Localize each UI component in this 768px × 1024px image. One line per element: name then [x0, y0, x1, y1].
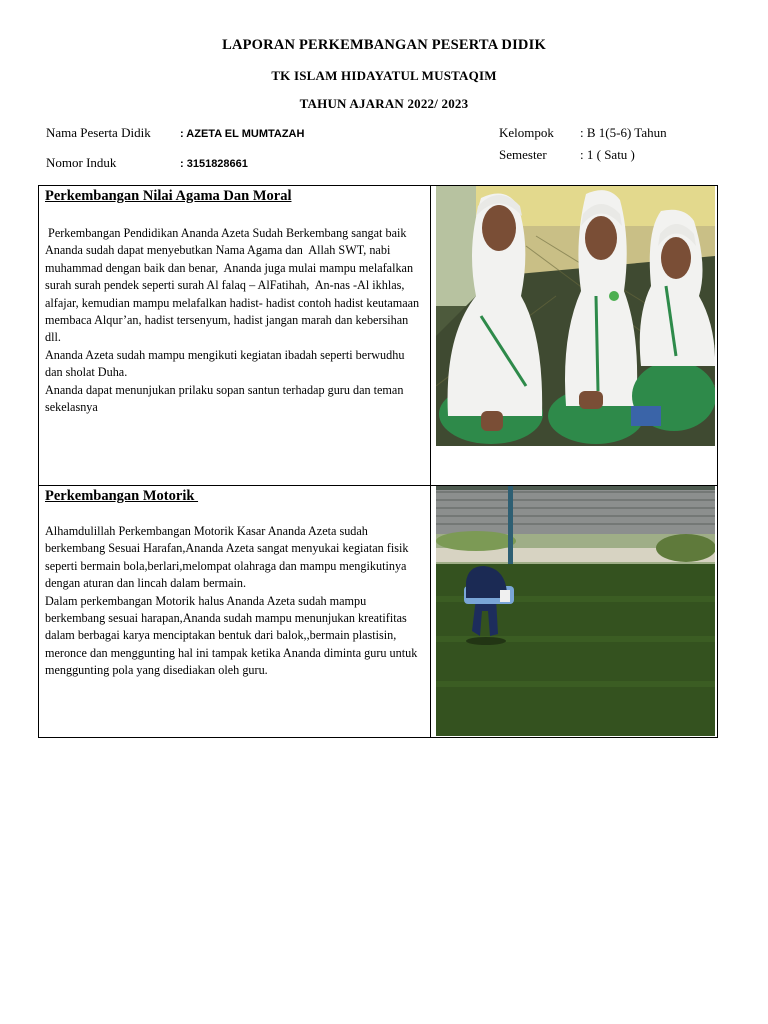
semester-value: : 1 ( Satu ) [580, 147, 635, 162]
students-photo [436, 186, 715, 446]
religion-paragraph: Perkembangan Pendidikan Ananda Azeta Sudah Berkembang sangat baik Ananda sudah dapat menyebutkan Nama Agama dan Allah SWT, nabi muhammad dengan baik dan benar, Ananda juga mulai mampu melafalkan surah surah pendek seperti surah Al falaq – AlFatihah, An-nas -Al ikhlas, alfajar, kemudian mampu melafalkan hadist- hadist contoh hadist keutamaan membaca Alqur’an, hadist tersenyum, hadist jangan marah dan kebersihan dll. [45, 226, 423, 345]
section-row-religion [39, 186, 718, 486]
motoric-heading: Perkembangan Motorik [45, 488, 199, 504]
religion-paragraph: Ananda Azeta sudah mampu mengikuti kegiatan ibadah seperti berwudhu dan sholat Duha. [45, 347, 405, 380]
group-label: Kelompok [499, 125, 554, 140]
religion-paragraph: Ananda dapat menunjukan prilaku sopan santun terhadap guru dan teman sekelasnya [45, 382, 404, 415]
motoric-photo-cell [431, 486, 718, 738]
student-id-row [46, 155, 248, 171]
field-photo [436, 486, 715, 736]
religion-text-cell [39, 186, 431, 486]
religion-photo-cell [431, 186, 718, 486]
student-id-value: : 3151828661 [180, 158, 248, 170]
student-name-value: : AZETA EL MUMTAZAH [180, 128, 305, 140]
semester-row [499, 147, 635, 163]
motoric-paragraph: Dalam perkembangan Motorik halus Ananda Azeta sudah mampu berkembang sesuai harapan,Ananda sudah mampu menunjukan kreatifitas dalam berbagai karya menciptakan bentuk dari balok,,bermain plastisin, meronce dan menggunting hal ini tampak ketika Ananda diminta guru untuk menggunting pola yang disediakan oleh guru. [45, 593, 418, 678]
religion-heading: Perkembangan Nilai Agama Dan Moral [45, 188, 292, 204]
school-name: TK ISLAM HIDAYATUL MUSTAQIM [271, 68, 497, 83]
student-id-label: Nomor Induk [46, 155, 117, 170]
motoric-paragraph: Alhamdulillah Perkembangan Motorik Kasar Ananda Azeta sudah berkembang Sesuai Harafan,Ananda Azeta sangat menyukai kegiatan fisik seperti bermain bola,berlari,melompat olahraga dan mampu mengikutinya dengan aturan dan lincah dalam bermain. [45, 524, 409, 591]
student-name-label: Nama Peserta Didik [46, 125, 151, 140]
section-row-motoric [39, 486, 718, 738]
development-table [38, 185, 718, 738]
academic-year: TAHUN AJARAN 2022/ 2023 [299, 96, 469, 111]
religion-description [45, 225, 422, 416]
group-value: : B 1(5-6) Tahun [580, 125, 667, 140]
motoric-description [45, 523, 422, 680]
report-title: LAPORAN PERKEMBANGAN PESERTA DIDIK [222, 37, 546, 53]
motoric-text-cell [39, 486, 431, 738]
group-row [499, 125, 667, 141]
semester-label: Semester [499, 147, 547, 162]
student-name-row [46, 125, 305, 141]
